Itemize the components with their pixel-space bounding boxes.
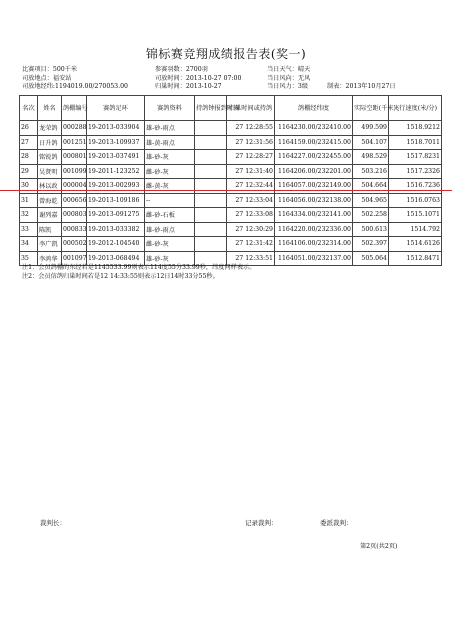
cell-clock-time: [195, 208, 227, 223]
cell-loft-id: 000801: [62, 150, 87, 165]
cell-speed: 1517.8231: [389, 150, 442, 165]
cell-clock-time: [195, 150, 227, 165]
cell-loft-id: 000656: [62, 193, 87, 208]
table-row: [20, 164, 442, 179]
report-title: 锦标赛竞翔成绩报告表(奖一): [145, 47, 307, 61]
cell-coordinates: 1164057.00/232149.00: [275, 179, 353, 194]
cell-ring: 19-2012-104540: [87, 237, 145, 252]
cell-pigeon-info: 雌-砂-灰: [145, 237, 195, 252]
header-pigeon-info: 赛鸽资料: [145, 96, 195, 121]
cell-speed: 1512.8471: [389, 251, 442, 266]
cell-ring: 19-2013-068494: [87, 251, 145, 266]
cell-coordinates: 1164159.00/232415.00: [275, 135, 353, 150]
cell-distance: 503.216: [353, 164, 389, 179]
cell-pigeon-info: 雄-砂-雨点: [145, 222, 195, 237]
cell-pigeon-info: 雄-黄-雨点: [145, 135, 195, 150]
cell-clock-time: [195, 193, 227, 208]
cell-rank: 26: [20, 121, 38, 136]
cell-coordinates: 1164220.00/232336.00: [275, 222, 353, 237]
cell-coordinates: 1164206.00/232201.00: [275, 164, 353, 179]
table-header-row: [20, 96, 442, 121]
cell-clock-time: [195, 164, 227, 179]
cell-name: 日升鸽: [38, 135, 62, 150]
cell-distance: 502.397: [353, 237, 389, 252]
cell-loft-id: 001099: [62, 164, 87, 179]
cell-distance: 504.107: [353, 135, 389, 150]
cell-ring: 19-2013-033382: [87, 222, 145, 237]
cell-pigeon-info: 雌-砂-石板: [145, 208, 195, 223]
cell-name: 龙荣鸽: [38, 121, 62, 136]
cell-speed: 1514.792: [389, 222, 442, 237]
cell-rank: 30: [20, 179, 38, 194]
table-row: [20, 135, 442, 150]
cell-ring: 19-2013-037491: [87, 150, 145, 165]
results-table: [19, 95, 442, 266]
return-time: 归巢时间：2013-10-27: [155, 83, 222, 90]
cell-ring: 19-2013-033904: [87, 121, 145, 136]
cell-arrival-time: 27 12:33:51: [227, 251, 275, 266]
cell-speed: 1514.6126: [389, 237, 442, 252]
info-right: [267, 66, 310, 92]
info-middle: [155, 66, 241, 92]
cell-clock-time: [195, 135, 227, 150]
recorder-label: 记录裁判：: [245, 519, 278, 527]
cell-speed: 1515.1071: [389, 208, 442, 223]
release-coordinates: 司放地经纬:1194019.00/270053.00: [22, 83, 128, 90]
cell-arrival-time: 27 12:28:27: [227, 150, 275, 165]
cell-rank: 29: [20, 164, 38, 179]
event-item: 比赛项目：500千米: [22, 66, 78, 73]
cell-ring: 19-2013-002993: [87, 179, 145, 194]
cell-distance: 505.064: [353, 251, 389, 266]
cell-loft-id: 000803: [62, 208, 87, 223]
cell-arrival-time: 27 12:28:55: [227, 121, 275, 136]
cell-loft-id: 000833: [62, 222, 87, 237]
header-distance: 实际空距(千米): [353, 96, 389, 121]
cell-arrival-time: 27 12:31:56: [227, 135, 275, 150]
wind-force: 当日风力：3级: [267, 83, 309, 90]
committee-judge-label: 委派裁判：: [320, 519, 353, 527]
cell-name: 谢列嘉: [38, 208, 62, 223]
cell-pigeon-info: 雄-砂-灰: [145, 251, 195, 266]
cell-speed: 1518.7011: [389, 135, 442, 150]
header-rank: 名次: [20, 96, 38, 121]
cell-arrival-time: 27 12:32:44: [227, 179, 275, 194]
header-arrival-time: 归巢时间或持鸽: [227, 96, 275, 121]
cell-name: 曾海乾: [38, 193, 62, 208]
wind-direction: 当日风向：无风: [267, 74, 311, 82]
cell-coordinates: 1164334.00/232141.00: [275, 208, 353, 223]
page-number: 第2页(共2页): [360, 543, 398, 550]
cell-rank: 28: [20, 150, 38, 165]
cell-speed: 1517.2326: [389, 164, 442, 179]
table-row: [20, 208, 442, 223]
cell-clock-time: [195, 237, 227, 252]
cell-loft-id: 001251: [62, 135, 87, 150]
cell-coordinates: 1164227.00/232455.00: [275, 150, 353, 165]
cell-loft-id: 001097: [62, 251, 87, 266]
cell-rank: 34: [20, 237, 38, 252]
header-name: 姓名: [38, 96, 62, 121]
info-left: [22, 66, 128, 92]
cell-arrival-time: 27 12:31:42: [227, 237, 275, 252]
header-clock-time: 持鸽钟报到时间: [195, 96, 227, 121]
cell-rank: 32: [20, 208, 38, 223]
cell-pigeon-info: 雄-砂-灰: [145, 150, 195, 165]
cell-speed: 1516.0763: [389, 193, 442, 208]
cell-rank: 31: [20, 193, 38, 208]
table-row: [20, 222, 442, 237]
cell-ring: 19-2013-109186: [87, 193, 145, 208]
cell-coordinates: 1164106.00/232314.00: [275, 237, 353, 252]
cell-arrival-time: 27 12:30:29: [227, 222, 275, 237]
chief-judge-label: 裁判长：: [40, 519, 66, 527]
cell-coordinates: 1164056.00/232138.00: [275, 193, 353, 208]
table-body: [20, 121, 442, 266]
note-1: 注1：会员鸽棚的东经若是1145533.99则表示114度55分33.99秒，纬度同样表示。: [22, 264, 256, 271]
cell-ring: 19-2011-123252: [87, 164, 145, 179]
header-coordinates: 鸽棚经纬度: [275, 96, 353, 121]
cell-coordinates: 1164051.00/232137.00: [275, 251, 353, 266]
cell-distance: 500.613: [353, 222, 389, 237]
cell-speed: 1516.7236: [389, 179, 442, 194]
cell-pigeon-info: --: [145, 193, 195, 208]
cell-pigeon-info: 雄-砂-雨点: [145, 121, 195, 136]
release-location: 司放地点：福安站: [22, 74, 72, 82]
cell-arrival-time: 27 12:33:08: [227, 208, 275, 223]
cell-coordinates: 1164230.00/232410.00: [275, 121, 353, 136]
report-date: 制表：2013年10月27日: [327, 83, 396, 90]
cell-loft-id: 000288: [62, 121, 87, 136]
cell-loft-id: 000502: [62, 237, 87, 252]
cell-distance: 499.599: [353, 121, 389, 136]
table-row: [20, 193, 442, 208]
cell-name: 李广凯: [38, 237, 62, 252]
release-time: 司放时间：2013-10-27 07:00: [155, 74, 242, 82]
cell-arrival-time: 27 12:31:40: [227, 164, 275, 179]
weather: 当日天气：晴天: [267, 66, 311, 73]
cell-arrival-time: 27 12:33:04: [227, 193, 275, 208]
cell-clock-time: [195, 121, 227, 136]
cell-pigeon-info: 雌-黄-灰: [145, 179, 195, 194]
cell-name: 吴贤明: [38, 164, 62, 179]
header-ring: 赛鸽足环: [87, 96, 145, 121]
cell-name: 林以政: [38, 179, 62, 194]
cell-ring: 19-2013-091275: [87, 208, 145, 223]
cell-distance: 498.529: [353, 150, 389, 165]
cell-loft-id: 000004: [62, 179, 87, 194]
cell-pigeon-info: 雌-砂-灰: [145, 164, 195, 179]
red-divider-line: [0, 190, 452, 191]
entry-count: 参赛羽数：2700羽: [155, 66, 208, 73]
cell-rank: 35: [20, 251, 38, 266]
cell-speed: 1518.9212: [389, 121, 442, 136]
table-row: [20, 237, 442, 252]
cell-name: 铭锐鸽: [38, 150, 62, 165]
note-2: 注2：会员信鸽归巢时间若是12 14:33:55则表示12日14时33分55秒。: [22, 272, 219, 280]
notes: [22, 264, 255, 281]
cell-rank: 27: [20, 135, 38, 150]
cell-clock-time: [195, 222, 227, 237]
cell-rank: 33: [20, 222, 38, 237]
cell-name: 李鸿华: [38, 251, 62, 266]
cell-distance: 504.664: [353, 179, 389, 194]
cell-ring: 19-2013-109937: [87, 135, 145, 150]
header-speed: 飞行速度(米/分): [389, 96, 442, 121]
cell-distance: 502.258: [353, 208, 389, 223]
header-loft-id: 鸽棚编号: [62, 96, 87, 121]
cell-distance: 504.965: [353, 193, 389, 208]
table-row: [20, 150, 442, 165]
table-row: [20, 121, 442, 136]
cell-name: 陈凯: [38, 222, 62, 237]
